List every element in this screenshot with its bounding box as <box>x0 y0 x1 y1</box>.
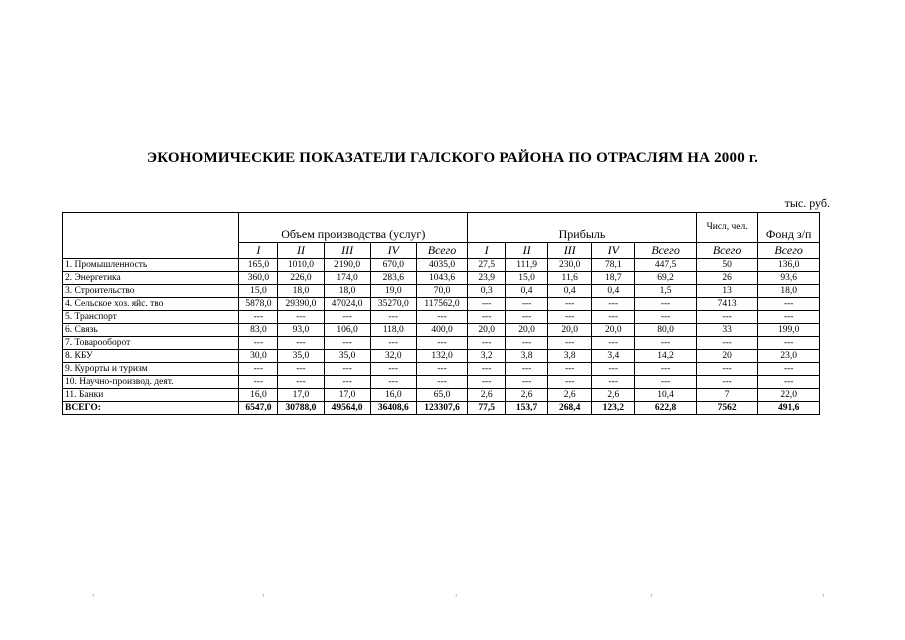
table-cell: 226,0 <box>278 272 324 285</box>
table-cell: --- <box>324 337 370 350</box>
scan-marks <box>0 592 905 612</box>
table-row <box>63 337 820 350</box>
table-cell: --- <box>239 311 278 324</box>
table-cell: --- <box>370 311 416 324</box>
table-cell: --- <box>278 337 324 350</box>
table-cell: --- <box>370 376 416 389</box>
table-cell: --- <box>416 376 467 389</box>
table-cell: --- <box>506 337 548 350</box>
table-cell: 123,2 <box>592 402 635 415</box>
table-cell: 111,9 <box>506 259 548 272</box>
table-cell: 153,7 <box>506 402 548 415</box>
table-cell: 10,4 <box>635 389 697 402</box>
table-cell: 30788,0 <box>278 402 324 415</box>
table-cell: 7413 <box>696 298 758 311</box>
table-cell: 20,0 <box>468 324 506 337</box>
row-label: 1. Промышленность <box>63 259 239 272</box>
subheader-cell: I <box>468 243 506 259</box>
table-cell: 23,9 <box>468 272 506 285</box>
subheader-cell: III <box>324 243 370 259</box>
table-cell: --- <box>506 311 548 324</box>
table-cell: --- <box>635 363 697 376</box>
table-cell: 35,0 <box>324 350 370 363</box>
table-cell: 93,0 <box>278 324 324 337</box>
row-label: 3. Строительство <box>63 285 239 298</box>
table-cell: 29390,0 <box>278 298 324 311</box>
table-cell: 1010,0 <box>278 259 324 272</box>
table-cell: 0,3 <box>468 285 506 298</box>
table-cell: 283,6 <box>370 272 416 285</box>
subheader-cell: Всего <box>758 243 820 259</box>
table-cell: --- <box>758 298 820 311</box>
table-row <box>63 311 820 324</box>
table-cell: --- <box>592 376 635 389</box>
table-cell: 3,4 <box>592 350 635 363</box>
header-profit: Прибыль <box>468 213 697 243</box>
scan-mark: ' <box>650 592 653 607</box>
table-cell: --- <box>324 376 370 389</box>
table-cell: 400,0 <box>416 324 467 337</box>
table-cell: --- <box>592 311 635 324</box>
table-cell: 174,0 <box>324 272 370 285</box>
table-row <box>63 298 820 311</box>
table-cell: 35,0 <box>278 350 324 363</box>
table-cell: 106,0 <box>324 324 370 337</box>
table-cell: --- <box>548 337 592 350</box>
table-cell: 20,0 <box>548 324 592 337</box>
table-cell: --- <box>592 337 635 350</box>
table-cell: 622,8 <box>635 402 697 415</box>
table-cell: 14,2 <box>635 350 697 363</box>
row-label: 2. Энергетика <box>63 272 239 285</box>
economic-indicators-table <box>62 212 820 415</box>
table-cell: --- <box>370 337 416 350</box>
table-cell: --- <box>635 311 697 324</box>
table-row <box>63 272 820 285</box>
header-row-groups <box>63 213 820 243</box>
table-cell: 17,0 <box>324 389 370 402</box>
table-cell: 491,6 <box>758 402 820 415</box>
total-row <box>63 402 820 415</box>
table-cell: 47024,0 <box>324 298 370 311</box>
table-cell: --- <box>468 363 506 376</box>
table-row <box>63 259 820 272</box>
table-cell: 78,1 <box>592 259 635 272</box>
table-cell: 7 <box>696 389 758 402</box>
table-cell: --- <box>278 311 324 324</box>
table-cell: 30,0 <box>239 350 278 363</box>
subheader-cell: II <box>278 243 324 259</box>
table-cell: 16,0 <box>370 389 416 402</box>
table-cell: 2,6 <box>468 389 506 402</box>
table-cell: --- <box>635 376 697 389</box>
table-cell: --- <box>468 311 506 324</box>
table-cell: 117562,0 <box>416 298 467 311</box>
table-cell: 447,5 <box>635 259 697 272</box>
unit-label: тыс. руб. <box>784 196 830 210</box>
table-cell: 6547,0 <box>239 402 278 415</box>
table-cell: --- <box>324 311 370 324</box>
table-cell: 17,0 <box>278 389 324 402</box>
table-cell: 1,5 <box>635 285 697 298</box>
table-cell: --- <box>592 298 635 311</box>
table-cell: 13 <box>696 285 758 298</box>
row-label: 5. Транспорт <box>63 311 239 324</box>
table-cell: 19,0 <box>370 285 416 298</box>
table-cell: 118,0 <box>370 324 416 337</box>
table-cell: 165,0 <box>239 259 278 272</box>
table-cell: --- <box>506 298 548 311</box>
table-cell: --- <box>696 311 758 324</box>
table-cell: 33 <box>696 324 758 337</box>
scan-mark: ' <box>262 592 265 607</box>
row-label: 8. КБУ <box>63 350 239 363</box>
subheader-cell: I <box>239 243 278 259</box>
table-cell: --- <box>548 298 592 311</box>
table-cell: 77,5 <box>468 402 506 415</box>
table-cell: 36408,6 <box>370 402 416 415</box>
table-cell: 670,0 <box>370 259 416 272</box>
table-cell: --- <box>635 298 697 311</box>
table-cell: 132,0 <box>416 350 467 363</box>
table-row <box>63 285 820 298</box>
document-title: ЭКОНОМИЧЕСКИЕ ПОКАЗАТЕЛИ ГАЛСКОГО РАЙОНА ПО ОТРАСЛЯМ НА 2000 г. <box>146 150 759 166</box>
table-cell: 18,0 <box>324 285 370 298</box>
table-cell: 0,4 <box>506 285 548 298</box>
table-cell: 5878,0 <box>239 298 278 311</box>
table-cell: 20,0 <box>506 324 548 337</box>
subheader-cell: Всего <box>635 243 697 259</box>
subheader-cell: II <box>506 243 548 259</box>
table-cell: --- <box>278 363 324 376</box>
table-cell: 2190,0 <box>324 259 370 272</box>
header-row-label-cell <box>63 213 239 259</box>
table-cell: 3,8 <box>506 350 548 363</box>
table-cell: --- <box>758 337 820 350</box>
table-cell: 83,0 <box>239 324 278 337</box>
table-cell: 50 <box>696 259 758 272</box>
table-row <box>63 350 820 363</box>
table-cell: 2,6 <box>592 389 635 402</box>
header-employees: Числ, чел. <box>696 213 758 243</box>
table-cell: 35270,0 <box>370 298 416 311</box>
table-cell: --- <box>548 363 592 376</box>
table-cell: 20 <box>696 350 758 363</box>
table-cell: 123307,6 <box>416 402 467 415</box>
table-cell: --- <box>370 363 416 376</box>
row-label: 7. Товарооборот <box>63 337 239 350</box>
table-cell: --- <box>696 363 758 376</box>
table-cell: 93,6 <box>758 272 820 285</box>
table-cell: 27,5 <box>468 259 506 272</box>
table-cell: 18,0 <box>758 285 820 298</box>
scan-mark: ' <box>455 592 458 607</box>
table-cell: --- <box>239 363 278 376</box>
table-cell: 70,0 <box>416 285 467 298</box>
table-cell: --- <box>468 298 506 311</box>
row-label: 4. Сельское хоз. яйс. тво <box>63 298 239 311</box>
table-cell: --- <box>635 337 697 350</box>
table-row <box>63 324 820 337</box>
table-row <box>63 389 820 402</box>
table-cell: 360,0 <box>239 272 278 285</box>
table-cell: 16,0 <box>239 389 278 402</box>
table-cell: 2,6 <box>506 389 548 402</box>
row-label: ВСЕГО: <box>63 402 239 415</box>
header-payroll: Фонд з/п <box>758 213 820 243</box>
table-cell: 11,6 <box>548 272 592 285</box>
subheader-cell: Всего <box>416 243 467 259</box>
table-cell: 20,0 <box>592 324 635 337</box>
table-cell: 0,4 <box>592 285 635 298</box>
scan-mark: ' <box>92 592 95 607</box>
table-cell: 199,0 <box>758 324 820 337</box>
table-cell: 18,0 <box>278 285 324 298</box>
table-cell: 65,0 <box>416 389 467 402</box>
row-label: 10. Научно-производ. деят. <box>63 376 239 389</box>
table-cell: 23,0 <box>758 350 820 363</box>
table-cell: --- <box>506 376 548 389</box>
table-cell: 268,4 <box>548 402 592 415</box>
table-cell: --- <box>758 376 820 389</box>
subheader-cell: III <box>548 243 592 259</box>
table-cell: 26 <box>696 272 758 285</box>
table-cell: 22,0 <box>758 389 820 402</box>
table-cell: 1043,6 <box>416 272 467 285</box>
table-cell: 3,2 <box>468 350 506 363</box>
scan-mark: ' <box>822 592 825 607</box>
table-cell: --- <box>506 363 548 376</box>
table-cell: 4035,0 <box>416 259 467 272</box>
table-cell: --- <box>758 311 820 324</box>
table-row <box>63 376 820 389</box>
table-cell: --- <box>324 363 370 376</box>
table-cell: 15,0 <box>506 272 548 285</box>
table-cell: --- <box>758 363 820 376</box>
row-label: 9. Курорты и туризм <box>63 363 239 376</box>
table-cell: --- <box>468 376 506 389</box>
table-cell: --- <box>548 311 592 324</box>
table-cell: 18,7 <box>592 272 635 285</box>
table-cell: --- <box>278 376 324 389</box>
table-cell: 230,0 <box>548 259 592 272</box>
table-cell: --- <box>468 337 506 350</box>
table-cell: --- <box>696 337 758 350</box>
table-cell: 136,0 <box>758 259 820 272</box>
table-cell: --- <box>592 363 635 376</box>
table-cell: 69,2 <box>635 272 697 285</box>
table-cell: --- <box>696 376 758 389</box>
table-cell: 32,0 <box>370 350 416 363</box>
table-cell: 0,4 <box>548 285 592 298</box>
table-cell: 49564,0 <box>324 402 370 415</box>
table-cell: --- <box>239 337 278 350</box>
table-cell: --- <box>416 311 467 324</box>
table-cell: --- <box>548 376 592 389</box>
table-cell: 7562 <box>696 402 758 415</box>
table-row <box>63 363 820 376</box>
header-volume: Объем производства (услуг) <box>239 213 468 243</box>
table-cell: --- <box>416 337 467 350</box>
table-cell: 15,0 <box>239 285 278 298</box>
table-cell: 80,0 <box>635 324 697 337</box>
table-cell: 2,6 <box>548 389 592 402</box>
table-cell: --- <box>416 363 467 376</box>
subheader-cell: IV <box>370 243 416 259</box>
row-label: 11. Банки <box>63 389 239 402</box>
table-cell: 3,8 <box>548 350 592 363</box>
subheader-cell: Всего <box>696 243 758 259</box>
row-label: 6. Связь <box>63 324 239 337</box>
subheader-cell: IV <box>592 243 635 259</box>
table-cell: --- <box>239 376 278 389</box>
